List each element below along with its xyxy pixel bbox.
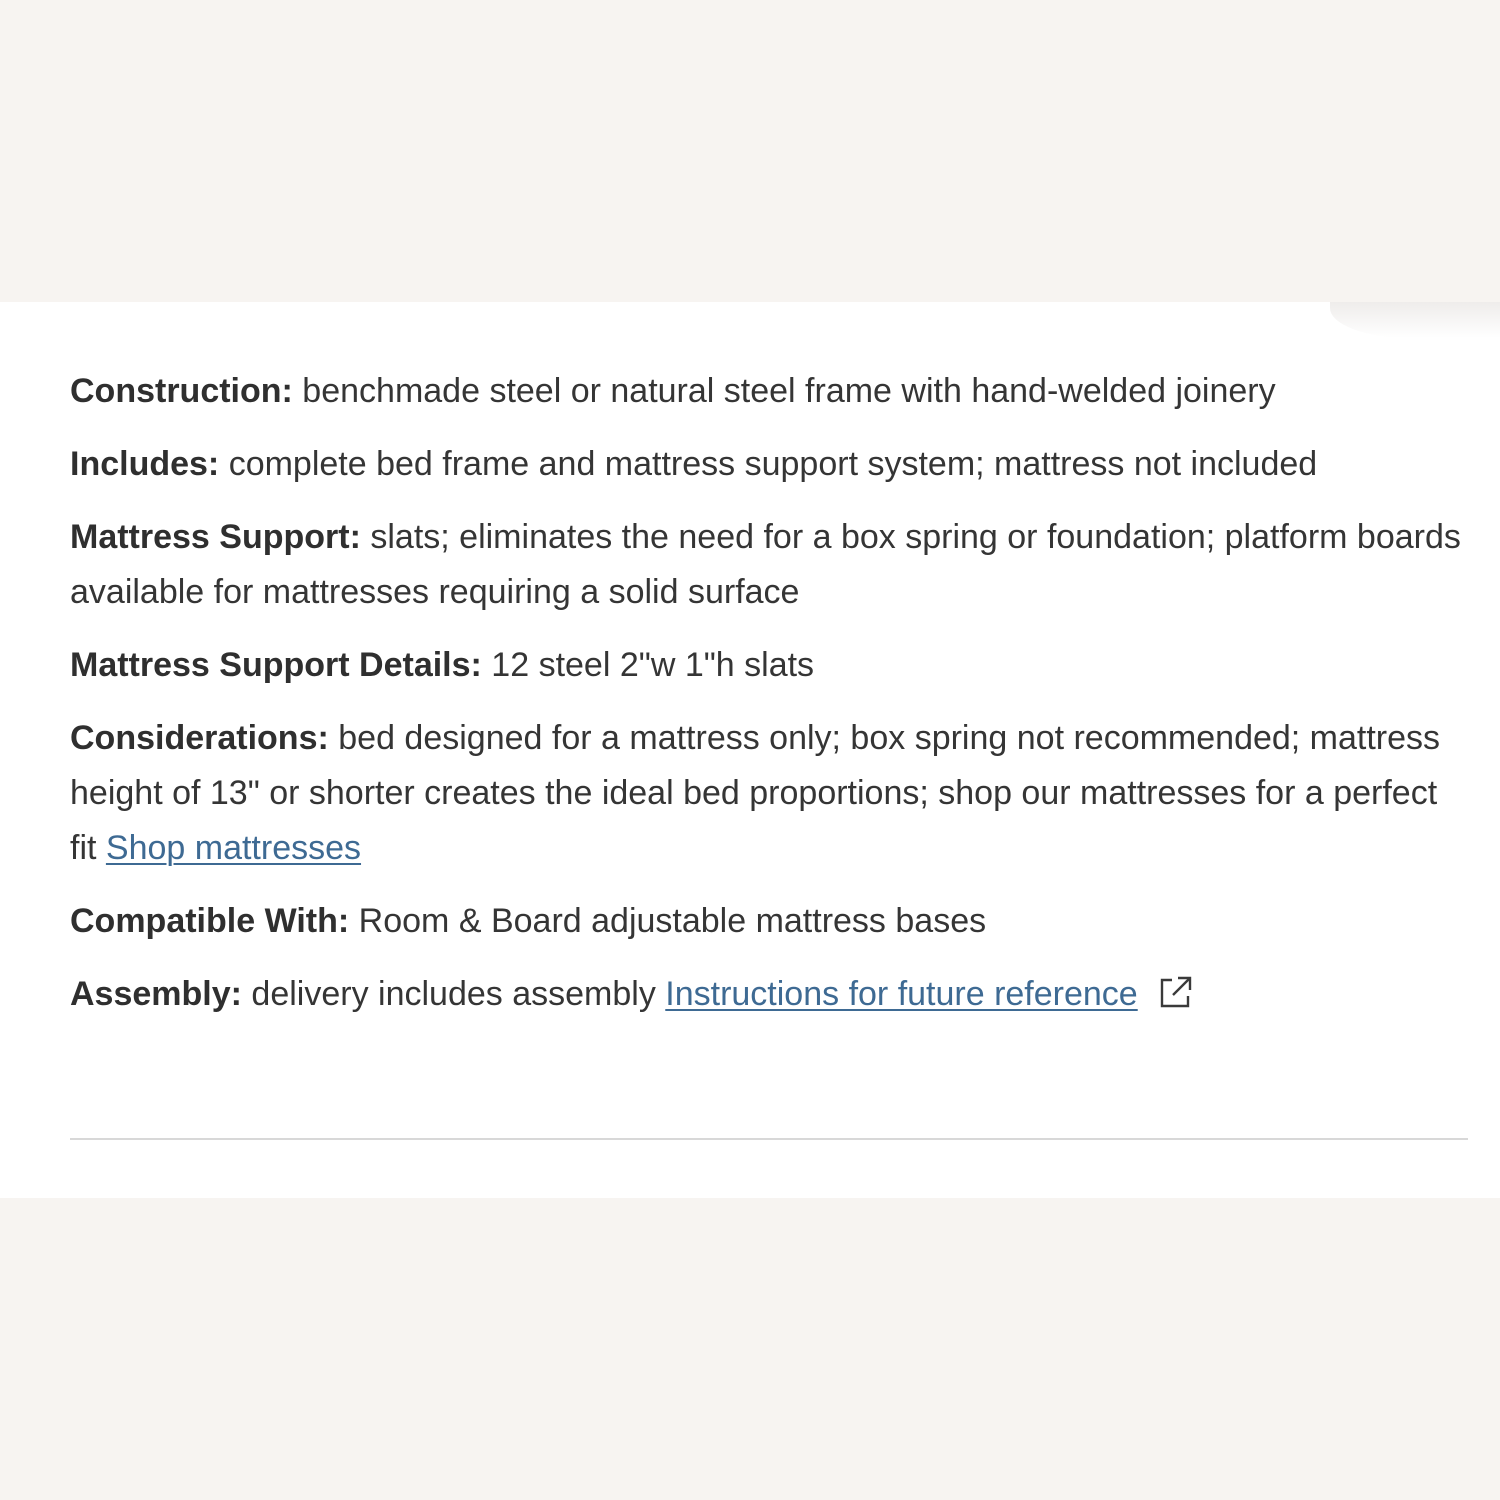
spec-mattress-support-details xyxy=(70,638,1470,693)
spec-value: complete bed frame and mattress support system; mattress not included xyxy=(219,445,1318,483)
spec-includes xyxy=(70,437,1470,492)
spec-label: Considerations: xyxy=(70,719,329,757)
panel-shadow xyxy=(1330,302,1500,338)
spec-value: delivery includes assembly xyxy=(241,975,666,1013)
spec-value: benchmade steel or natural steel frame with hand-welded joinery xyxy=(292,372,1276,410)
spec-label: Compatible With: xyxy=(70,902,350,940)
spec-compatible-with xyxy=(70,894,1470,949)
spec-value: slats; eliminates the need for a box spring or foundation; platform boards available for mattresses requiring a solid surface xyxy=(70,518,1461,611)
shop-mattresses-link[interactable]: Shop mattresses xyxy=(105,829,362,867)
section-divider xyxy=(70,1138,1468,1140)
external-link-icon[interactable] xyxy=(1158,972,1194,1008)
spec-label: Mattress Support: xyxy=(70,518,361,556)
spec-value: Room & Board adjustable mattress bases xyxy=(349,902,987,940)
spec-label: Mattress Support Details: xyxy=(70,646,482,684)
spec-assembly xyxy=(70,967,1470,1022)
specification-list xyxy=(70,364,1470,1040)
spec-label: Includes: xyxy=(70,445,220,483)
spec-value: bed designed for a mattress only; box spring not recommended; mattress height of 13" or shorter creates the ideal bed proportions; shop our mattresses for a perfect fit xyxy=(70,719,1441,867)
spec-considerations xyxy=(70,711,1470,876)
spec-label: Assembly: xyxy=(70,975,242,1013)
assembly-instructions-link[interactable]: Instructions for future reference xyxy=(665,975,1138,1013)
spec-construction xyxy=(70,364,1470,419)
spec-value: 12 steel 2"w 1"h slats xyxy=(481,646,815,684)
product-details-panel xyxy=(0,302,1500,1198)
spec-mattress-support xyxy=(70,510,1470,620)
spec-label: Construction: xyxy=(70,372,293,410)
